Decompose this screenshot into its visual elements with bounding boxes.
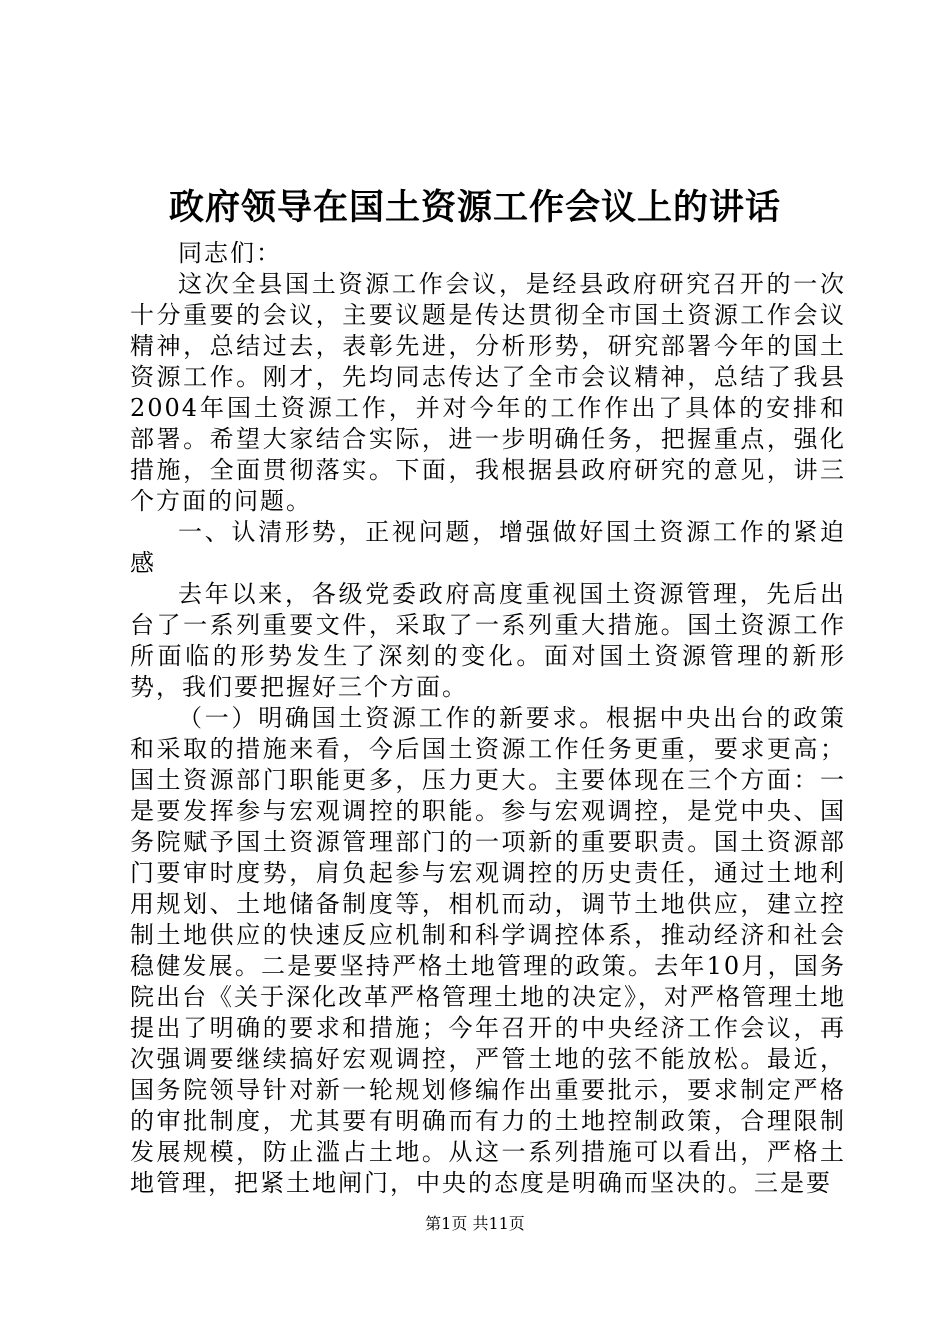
salutation: 同志们： xyxy=(178,239,282,267)
page-title: 政府领导在国土资源工作会议上的讲话 xyxy=(168,187,781,228)
paragraph: 去年以来，各级党委政府高度重视国土资源管理，先后出台了一系列重要文件，采取了一系列重大措施。国土资源工作所面临的形势发生了深刻的变化。面对国土资源管理的新形势，我们要把握好三个方面。 xyxy=(130,580,846,701)
section-heading: 一、认清形势，正视问题，增强做好国土资源工作的紧迫感 xyxy=(130,518,846,577)
paragraph: （一）明确国土资源工作的新要求。根据中央出台的政策和采取的措施来看，今后国土资源工作任务更重，要求更高；国土资源部门职能更多，压力更大。主要体现在三个方面：一是要发挥参与宏观调控的职能。参与宏观调控，是党中央、国务院赋予国土资源管理部门的一项新的重要职责。国土资源部门要审时度势，肩负起参与宏观调控的历史责任，通过土地利用规划、土地储备制度等，相机而动，调节土地供应，建立控制土地供应的快速反应机制和科学调控体系，推动经济和社会稳健发展。二是要坚持严格土地管理的政策。去年10月，国务院出台《关于深化改革严格管理土地的决定》，对严格管理土地提出了明确的要求和措施；今年召开的中央经济工作会议，再次强调要继续搞好宏观调控，严管土地的弦不能放松。最近，国务院领导针对新一轮规划修编作出重要批示，要求制定严格的审批制度，尤其要有明确而有力的土地控制政策，合理限制发展规模，防止滥占土地。从这一系列措施可以看出，严格土地管理，把紧土地闸门，中央的态度是明确而坚决的。三是要 xyxy=(130,704,846,1197)
paragraph: 这次全县国土资源工作会议，是经县政府研究召开的一次十分重要的会议，主要议题是传达贯彻全市国土资源工作会议精神，总结过去，表彰先进，分析形势，研究部署今年的国土资源工作。刚才，先均同志传达了全市会议精神，总结了我县2004年国土资源工作，并对今年的工作作出了具体的安排和部署。希望大家结合实际，进一步明确任务，把握重点，强化措施，全面贯彻落实。下面，我根据县政府研究的意见，讲三个方面的问题。 xyxy=(130,270,846,515)
page-footer: 第1页 共11页 xyxy=(425,1214,525,1233)
document-body xyxy=(130,238,846,1199)
